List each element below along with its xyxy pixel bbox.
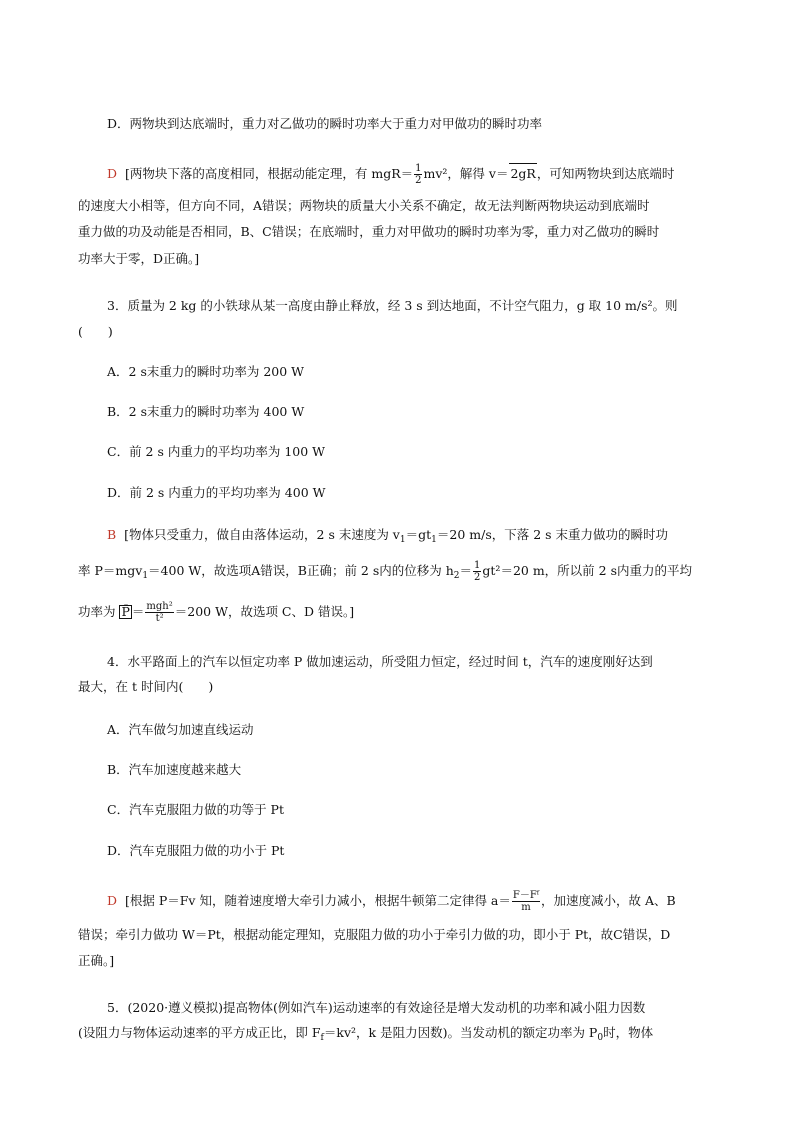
- text: ，可知两物块到达底端时: [536, 166, 675, 181]
- answer-letter: D: [107, 166, 118, 181]
- answer-2-line-4: 功率大于零，D正确。]: [78, 251, 200, 266]
- text: ＝20 m/s，下落 2 s 末重力做功的瞬时功: [436, 527, 669, 542]
- fraction: $\frac{\text{F－Fᶠ}}{m}$: [512, 890, 539, 913]
- answer-4-line-3: 正确。]: [78, 953, 115, 968]
- option-c: C．前 2 s 内重力的平均功率为 100 W: [107, 444, 326, 459]
- fraction: $\frac{1}{2}$: [474, 560, 481, 583]
- option-d: D．汽车克服阻力做的功小于 Pt: [107, 843, 285, 858]
- question-4-stem: 4．水平路面上的汽车以恒定功率 P 做加速运动，所受阻力恒定，经过时间 t，汽车的速度刚好达到: [107, 654, 653, 669]
- text: ＝gt: [405, 527, 432, 542]
- text: 功率为: [78, 604, 120, 619]
- text: ＝: [131, 604, 145, 619]
- text: ＝: [459, 563, 473, 578]
- text: mv²，解得 v＝: [423, 166, 509, 181]
- subscript: 0: [597, 1033, 604, 1043]
- text: (设阻力与物体运动速率的平方成正比，即 F: [78, 1025, 321, 1040]
- option-d: D．前 2 s 内重力的平均功率为 400 W: [107, 485, 326, 500]
- answer-3-line-2: [78, 560, 692, 586]
- fraction: $\frac{\text{mgh²}}{\text{t²}}$: [146, 601, 173, 624]
- text: gt²＝20 m，所以前 2 s内重力的平均: [482, 563, 692, 578]
- answer-letter: D: [107, 893, 118, 908]
- text: ＝400 W，故选项A错误，B正确；前 2 s内的位移为 h: [148, 563, 454, 578]
- answer-2-line-2: 的速度大小相等，但方向不同，A错误；两物块的质量大小关系不确定，故无法判断两物块运动到底端时: [78, 198, 650, 213]
- subscript: 1: [431, 535, 437, 545]
- question-3-stem: 3．质量为 2 kg 的小铁球从某一高度由静止释放，经 3 s 到达地面，不计空气阻力，g 取 10 m/s²。则: [107, 298, 678, 313]
- option-a: A．汽车做匀加速直线运动: [107, 722, 254, 737]
- text: [两物块下落的高度相同，根据动能定理，有 mgR＝: [124, 166, 414, 181]
- option-b: B．2 s末重力的瞬时功率为 400 W: [107, 404, 305, 419]
- subscript: f: [320, 1033, 324, 1043]
- text: 率 P＝mgv: [78, 563, 143, 578]
- answer-4-line-2: 错误；牵引力做功 W＝Pt，根据动能定理知，克服阻力做的功小于牵引力做的功，即小于 Pt，故C错误，D: [78, 927, 671, 942]
- average-power-symbol: P̄: [121, 604, 130, 619]
- subscript: 1: [399, 535, 406, 545]
- answer-3-line-3: [78, 601, 354, 624]
- answer-letter: B: [107, 527, 117, 542]
- question-3-blank: ( ): [78, 324, 113, 339]
- question-5-stem: 5．(2020·遵义模拟)提高物体(例如汽车)运动速率的有效途径是增大发动机的功率和减小阻力因数: [107, 1000, 646, 1015]
- option-a: A．2 s末重力的瞬时功率为 200 W: [107, 364, 305, 379]
- answer-4-line-1: [107, 890, 676, 913]
- answer-2-line-3: 重力做的功及动能是否相同，B、C错误；在底端时，重力对甲做功的瞬时功率为零，重力对乙做功的瞬时: [78, 224, 660, 239]
- text: ＝200 W，故选项 C、D 错误。]: [174, 604, 355, 619]
- question-5-stem-2: [78, 1023, 653, 1048]
- option-c: C．汽车克服阻力做的功等于 Pt: [107, 802, 284, 817]
- sqrt: 2gR: [509, 163, 536, 184]
- text: [根据 P＝Fv 知，随着速度增大牵引力减小，根据牛顿第二定律得 a＝: [124, 893, 511, 908]
- text: 时，物体: [603, 1025, 654, 1040]
- text: ，加速度减小，故 A、B: [540, 893, 676, 908]
- text: [物体只受重力，做自由落体运动，2 s 末速度为 v: [124, 527, 400, 542]
- fraction: $\frac{1}{2}$: [415, 163, 422, 186]
- text: ＝kv²，k 是阻力因数)。当发动机的额定功率为 P: [323, 1025, 598, 1040]
- answer-3-line-1: [107, 525, 668, 550]
- subscript: 2: [453, 571, 460, 581]
- question-4-stem-2: 最大，在 t 时间内( ): [78, 679, 214, 694]
- option-b: B．汽车加速度越来越大: [107, 762, 242, 777]
- option-d-prev: D．两物块到达底端时，重力对乙做功的瞬时功率大于重力对甲做功的瞬时功率: [107, 116, 543, 131]
- subscript: 1: [142, 571, 149, 581]
- answer-2-line-1: [107, 163, 674, 186]
